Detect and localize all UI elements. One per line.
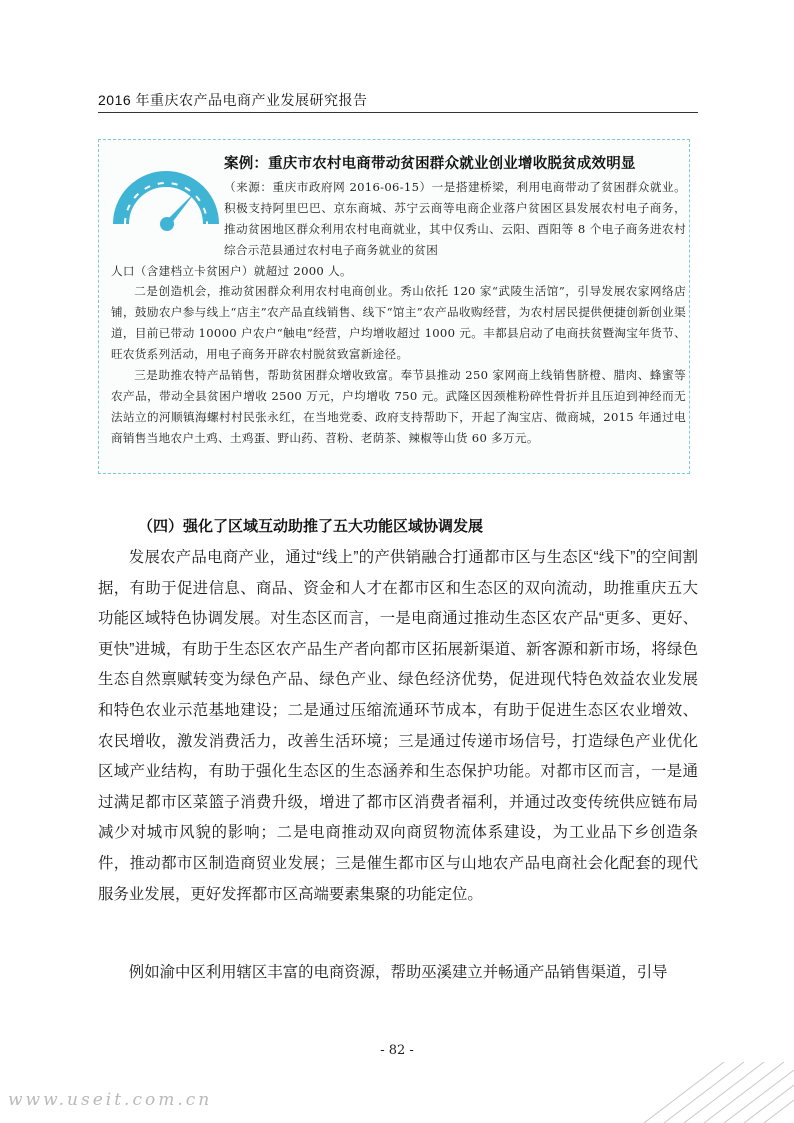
section-heading: （四）强化了区域互动助推了五大功能区域协调发展 [138,518,484,535]
case-study-box [98,139,690,474]
case-paragraph-3: 三是助推农特产品销售，帮助贫困群众增收致富。奉节县推动 250 家网商上线销售脐橙、腊肉、蜂蜜等农产品，带动全县贫困户增收 2500 万元，户均增收 750 元。武隆区因颈椎粉碎性骨折并且压迫到神经而无法站立的河顺镇海螺村村民张永红，在当地党委、政府支持帮助下，开起了淘宝店、微商城，2015 年通过电商销售当地农户土鸡、土鸡蛋、野山药、苕粉、老荫茶、辣椒等山货 60 多万元。 [111,368,686,445]
corner-decoration [624,1062,794,1123]
case-title: 案例：重庆市农村电商带动贫困群众就业创业增收脱贫成效明显 [224,156,636,172]
page-number: - 82 - [380,1043,414,1058]
watermark: www.useit.com.cn [8,1090,213,1110]
speedometer-gauge-icon [111,154,221,234]
case-paragraph-2: 二是创造机会，推动贫困群众利用农村电商创业。秀山依托 120 家“武陵生活馆”，引导发展农家网络店铺，鼓励农户参与线上“店主”农产品直线销售、线下“馆主”农产品收购经营，为农村居民提供便捷创新创业渠道，目前已带动 10000 户农户“触电”经营，户均增收超过 1000 元。丰都县启动了电商扶贫暨淘宝年货节、旺农货系列活动，用电子商务开辟农村脱贫致富新途径。 [111,284,686,361]
case-paragraph-1-cont: 人口（含建档立卡贫困户）就超过 2000 人。 [111,264,352,278]
running-header: 2016 年重庆农产品电商产业发展研究报告 [98,92,368,108]
body-paragraph-1: 发展农产品电商产业，通过“线上”的产供销融合打通都市区与生态区“线下”的空间割据，有助于促进信息、商品、资金和人才在都市区和生态区的双向流动，助推重庆五大功能区域特色协调发展。对生态区而言，一是电商通过推动生态区农产品“更多、更好、更快”进城，有助于生态区农产品生产者向都市区拓展新渠道、新客源和新市场，将绿色生态自然禀赋转变为绿色产品、绿色产业、绿色经济优势，促进现代特色效益农业发展和特色农业示范基地建设；二是通过压缩流通环节成本，有助于促进生态区农业增效、农民增收，激发消费活力，改善生活环境；三是通过传递市场信号，打造绿色产业优化区域产业结构，有助于强化生态区的生态涵养和生态保护功能。对都市区而言，一是通过满足都市区菜篮子消费升级，增进了都市区消费者福利，并通过改变传统供应链布局减少对城市风貌的影响；二是电商推动双向商贸物流体系建设，为工业品下乡创造条件，推动都市区制造商贸业发展；三是催生都市区与山地农产品电商社会化配套的现代服务业发展，更好发挥都市区高端要素集聚的功能定位。 [98,549,698,903]
body-paragraph-2: 例如渝中区利用辖区丰富的电商资源，帮助巫溪建立并畅通产品销售渠道，引导 [128,964,668,981]
case-paragraph-1: （来源：重庆市政府网 2016-06-15）一是搭建桥梁，利用电商带动了贫困群众就业。积极支持阿里巴巴、京东商城、苏宁云商等电商企业落户贫困区县发展农村电子商务，推动贫困地区群众利用农村电商就业，其中仅秀山、云阳、酉阳等 8 个电子商务进农村综合示范县通过农村电子商务就业的贫困 [224,180,686,257]
header-divider [98,112,698,113]
